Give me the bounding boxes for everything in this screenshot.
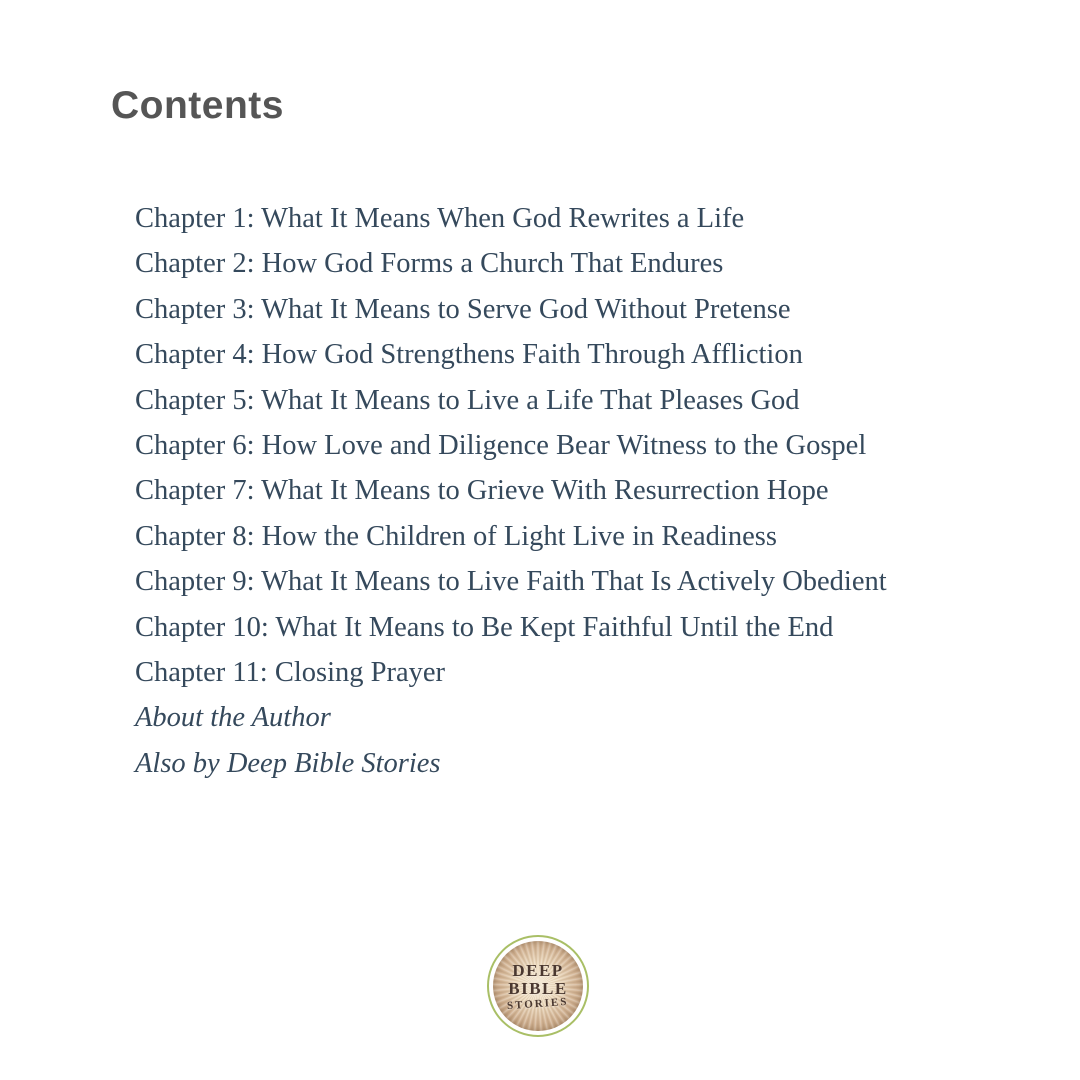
toc-entry-chapter-5: Chapter 5: What It Means to Live a Life That Pleases God — [135, 384, 800, 416]
deep-bible-stories-logo — [487, 935, 589, 1037]
toc-entry-chapter-1: Chapter 1: What It Means When God Rewrites a Life — [135, 203, 745, 234]
table-of-contents — [135, 196, 887, 786]
logo-text-deep: DEEP — [512, 960, 564, 980]
toc-entry-chapter-7: Chapter 7: What It Means to Grieve With Resurrection Hope — [135, 475, 829, 507]
page-title: Contents — [111, 84, 284, 127]
toc-entry-about-the-author: About the Author — [135, 702, 331, 734]
logo-text-stories: STORIES — [506, 995, 570, 1012]
toc-entry-chapter-3: Chapter 3: What It Means to Serve God Without Pretense — [135, 293, 791, 325]
toc-entry-chapter-8: Chapter 8: How the Children of Light Live in Readiness — [135, 520, 777, 552]
toc-entry-chapter-2: Chapter 2: How God Forms a Church That Endures — [135, 248, 724, 280]
toc-entry-chapter-11: Chapter 11: Closing Prayer — [135, 657, 446, 689]
logo-text-bible: BIBLE — [508, 978, 568, 998]
toc-entry-chapter-6: Chapter 6: How Love and Diligence Bear Witness to the Gospel — [135, 430, 867, 462]
toc-entry-chapter-4: Chapter 4: How God Strengthens Faith Through Affliction — [135, 339, 803, 371]
logo-badge — [493, 941, 583, 1031]
toc-entry-chapter-9: Chapter 9: What It Means to Live Faith That Is Actively Obedient — [135, 566, 887, 598]
toc-entry-chapter-10: Chapter 10: What It Means to Be Kept Faithful Until the End — [135, 611, 834, 643]
toc-entry-also-by: Also by Deep Bible Stories — [135, 747, 441, 779]
